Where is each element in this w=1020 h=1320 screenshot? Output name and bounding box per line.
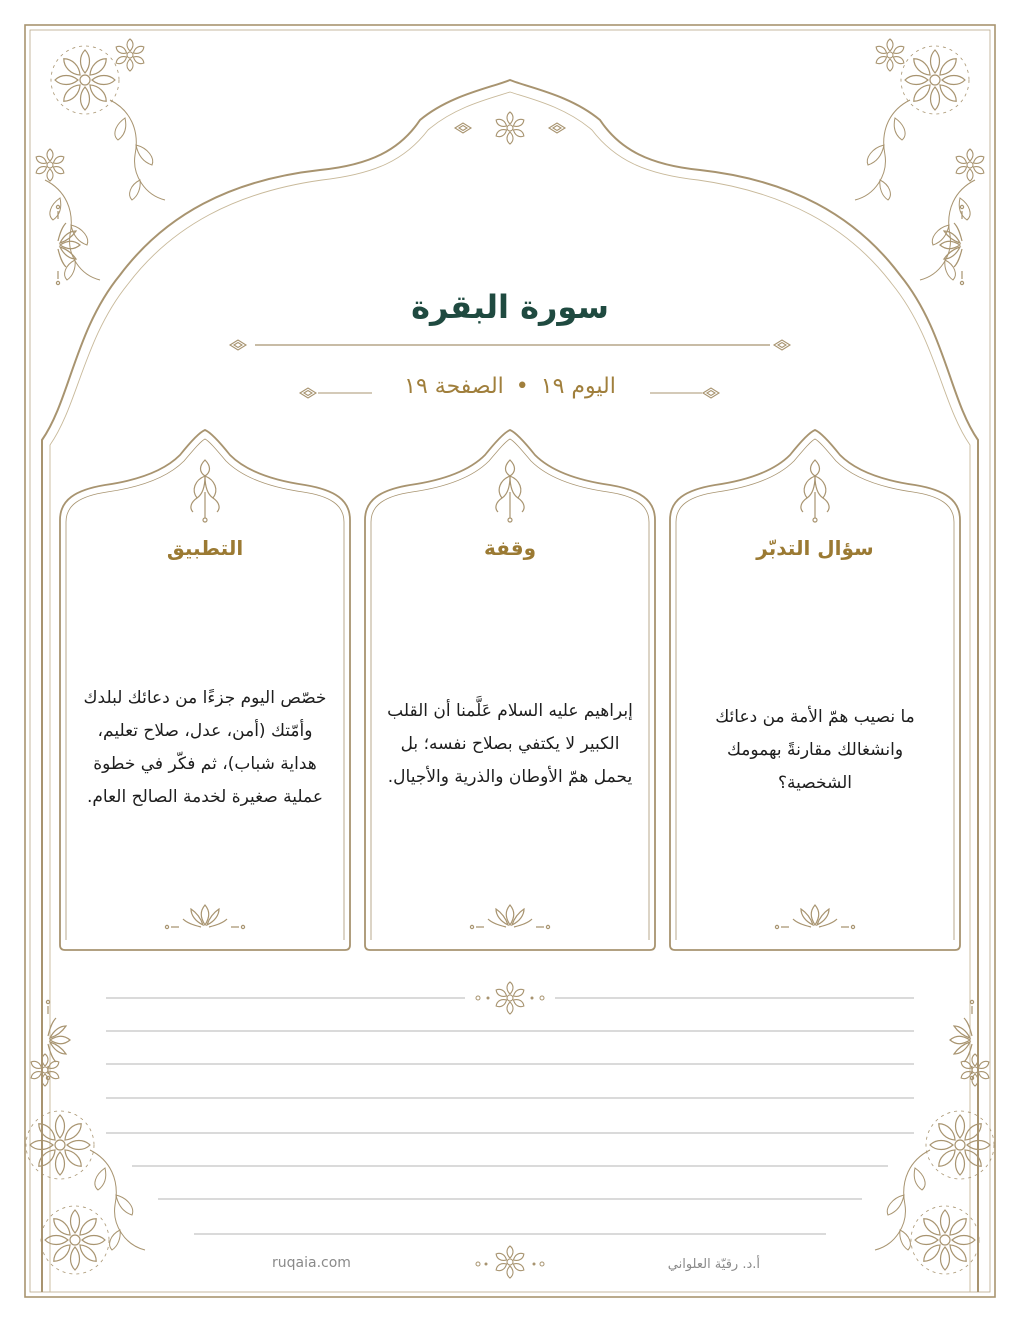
separator-dot: • <box>515 374 529 399</box>
card-text: خصّص اليوم جزءًا من دعائك لبلدك وأمّتك (أمن، عدل، صلاح تعليم، هداية شباب)، ثم فكّر في خطوة عملية صغيرة لخدمة الصالح العام. <box>83 687 327 807</box>
page-label: الصفحة ١٩ <box>404 374 504 399</box>
card-body-application <box>79 635 331 860</box>
card-title-application: التطبيق <box>166 536 244 560</box>
card-body-reflection-question <box>689 640 941 860</box>
page-title: سورة البقرة <box>411 288 609 326</box>
card-body-pause <box>384 630 636 858</box>
day-page-line <box>0 374 1020 399</box>
card-text: ما نصيب همّ الأمة من دعائك وانشغالك مقارنةً بهمومك الشخصية؟ <box>715 706 915 793</box>
author-name: أ.د. رقيّة العلواني <box>667 1257 760 1272</box>
card-title-pause: وقفة <box>483 536 537 560</box>
card-text: إبراهيم عليه السلام عَلَّمنا أن القلب الكبير لا يكتفي بصلاح نفسه؛ بل يحمل همّ الأوطان والذرية والأجيال. <box>387 700 633 787</box>
card-title-reflection-question: سؤال التدبّر <box>756 536 874 560</box>
day-label: اليوم ١٩ <box>540 374 616 399</box>
website-link[interactable]: ruqaia.com <box>272 1255 351 1271</box>
